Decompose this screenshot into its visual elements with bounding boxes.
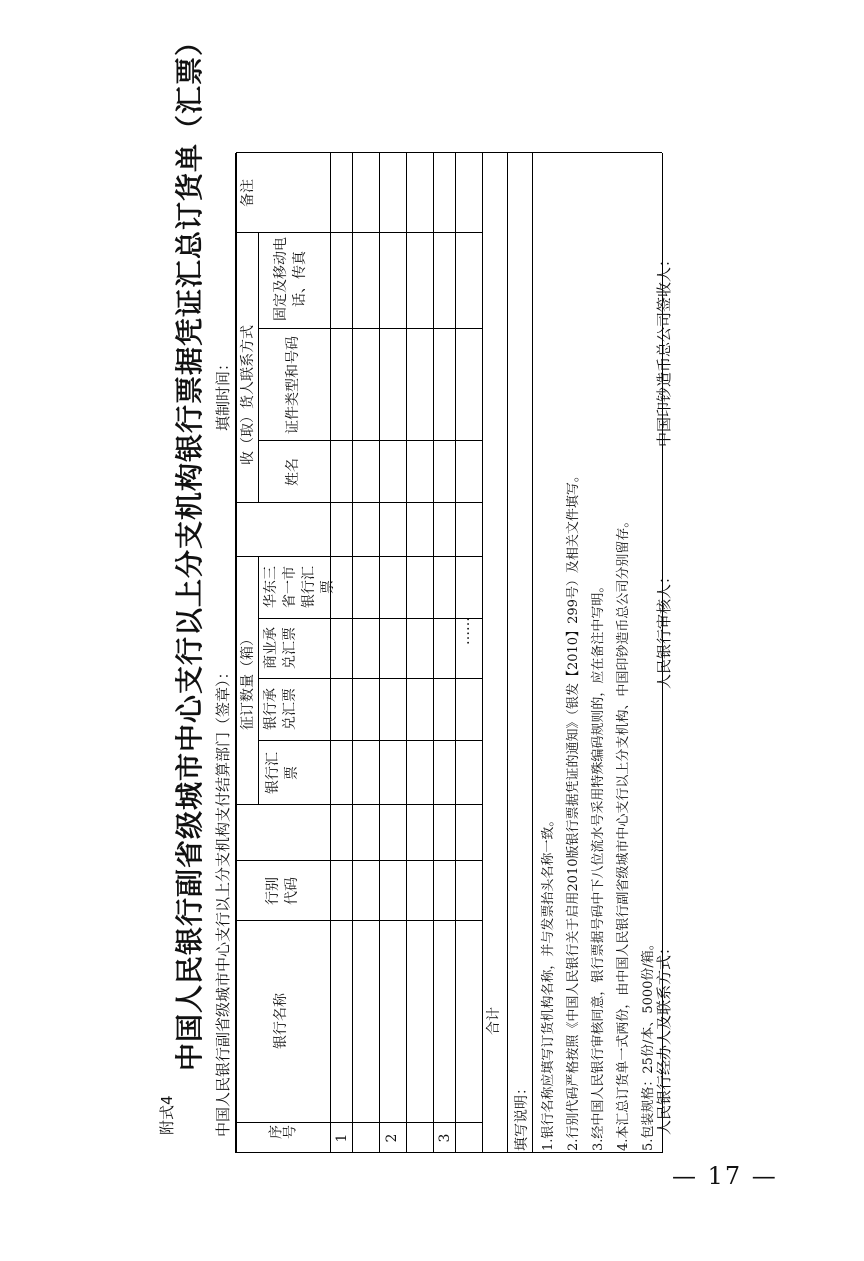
row-number: 3 [437,1133,453,1143]
subheader-bank-draft: 银行汇票 [265,752,300,794]
fill-time-label: 填制时间： [214,355,232,431]
total-label: 合计 [486,1007,502,1035]
notes-heading: 填写说明： [514,1081,530,1151]
row-number: 2 [384,1133,400,1143]
note-item: 3.经中国人民银行审核同意，银行票据号码中下八位流水号采用特殊编码规则的，应在备注中写明。 [591,579,606,1151]
ellipsis: …… [457,617,473,645]
page-title: 中国人民银行副省级城市中心支行以上分支机构银行票据凭证汇总订货单（汇票） [173,26,206,1071]
page-number: — 17 — [672,1162,778,1190]
subheader-phone-fax: 固定及移动电话、传真 [273,237,308,321]
subheader-east-china-draft: 华东三省一市银行汇票 [263,566,336,608]
note-item: 4.本汇总订货单一式两份，由中国人民银行副省级城市中心支行以上分支机构、中国印钞造币总公司分别留存。 [616,514,631,1151]
subheader-commercial-acceptance: 商业承兑汇票 [263,627,298,669]
column-header-bank-code: 行别代码 [265,877,300,905]
column-header-bank-name: 银行名称 [273,993,289,1049]
column-header-order-qty: 征订数量（箱） [240,632,256,730]
subheader-id-number: 证件类型和号码 [285,336,301,434]
note-item: 1.银行名称应填写订货机构名称，并与发票抬头名称一致。 [541,813,556,1151]
subheader-name: 姓名 [285,458,301,486]
operator-signature: 人民银行经办人及联系方式： [655,939,673,1135]
column-header-remark: 备注 [240,179,256,207]
column-header-seq: 序号 [268,1125,296,1141]
row-number: 1 [334,1133,350,1143]
note-item: 5.包装规格：25份/本、5000份/箱。 [641,937,656,1151]
attachment-label: 附式4 [158,1095,176,1135]
note-item: 2.行别代码严格按照《中国人民银行关于启用2010版银行票据凭证的通知》（银发【2010】299号）及相关文件填写。 [566,469,581,1151]
subheader-bank-acceptance: 银行承兑汇票 [263,688,298,730]
column-header-receiver-contact: 收（取）货人联系方式 [240,325,256,465]
issuer-line: 中国人民银行副省级城市中心支行以上分支机构支付结算部门（签章）： [214,664,232,1137]
receiver-signature: 中国印钞造币总公司签收人： [655,251,673,447]
reviewer-signature: 人民银行审核人： [655,568,673,689]
